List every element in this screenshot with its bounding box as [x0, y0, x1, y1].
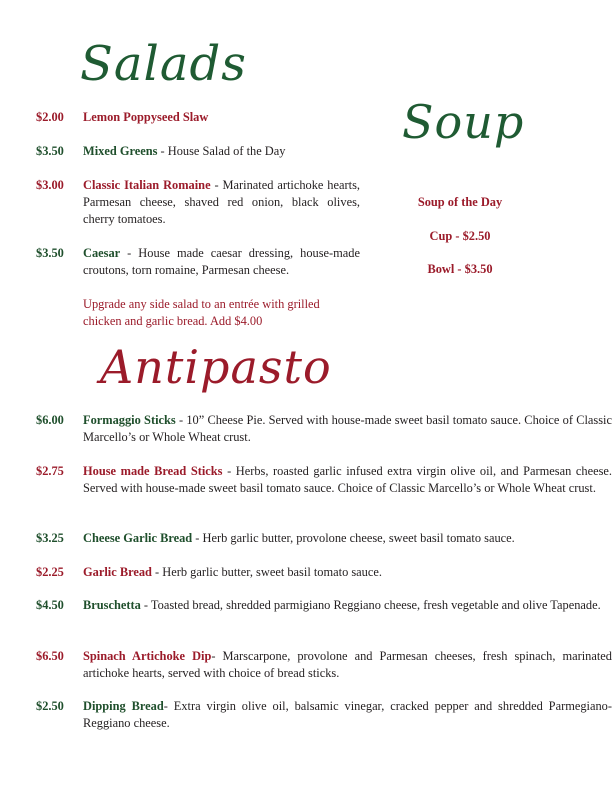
- item-price: $6.00: [36, 413, 64, 427]
- antipasto-heading: Antipasto: [100, 340, 332, 394]
- item-description: - Extra virgin olive oil, balsamic vinegar, cracked pepper and shredded Parmegiano-Reggiano cheese.: [83, 699, 612, 730]
- item-name: Cheese Garlic Bread: [83, 531, 193, 545]
- item-price: $4.50: [36, 598, 64, 612]
- item-description: - House Salad of the Day: [157, 144, 286, 158]
- item-name: Mixed Greens: [83, 144, 158, 158]
- item-price: $2.75: [36, 464, 64, 478]
- item-description: - Herb garlic butter, provolone cheese, sweet basil tomato sauce.: [192, 531, 515, 545]
- item-description: - Toasted bread, shredded parmigiano Reggiano cheese, fresh vegetable and olive Tapenade.: [140, 598, 601, 612]
- item-price: $3.25: [36, 531, 64, 545]
- item-description: - Herb garlic butter, sweet basil tomato sauce.: [151, 565, 382, 579]
- item-description: - Marscarpone, provolone and Parmesan cheeses, fresh spinach, marinated artichoke hearts, served with choice of bread sticks.: [83, 649, 612, 680]
- soup-bowl-price: Bowl - $3.50: [427, 262, 493, 276]
- item-name: House made Bread Sticks: [83, 464, 223, 478]
- soup-heading: Soup: [402, 95, 525, 149]
- salad-upgrade-note: Upgrade any side salad to an entrée with grilled chicken and garlic bread. Add $4.00: [83, 297, 320, 328]
- item-name: Bruschetta: [83, 598, 141, 612]
- item-name: Caesar: [83, 246, 121, 260]
- item-description: - Marinated artichoke hearts, Parmesan cheese, shaved red onion, black olives, cherry tomatoes.: [83, 178, 360, 226]
- item-price: $2.50: [36, 699, 64, 713]
- item-price: $6.50: [36, 649, 64, 663]
- item-price: $3.50: [36, 144, 64, 158]
- item-name: Lemon Poppyseed Slaw: [83, 110, 209, 124]
- item-description: - House made caesar dressing, house-made croutons, torn romaine, Parmesan cheese.: [83, 246, 360, 277]
- soup-of-the-day: Soup of the Day: [417, 195, 503, 209]
- item-price: $2.25: [36, 565, 64, 579]
- item-name: Classic Italian Romaine: [83, 178, 211, 192]
- item-description: - 10” Cheese Pie. Served with house-made sweet basil tomato sauce. Choice of Classic Marcello’s or Whole Wheat crust.: [83, 413, 612, 444]
- item-name: Formaggio Sticks: [83, 413, 176, 427]
- item-price: $3.00: [36, 178, 64, 192]
- item-price: $3.50: [36, 246, 64, 260]
- item-price: $2.00: [36, 110, 64, 124]
- item-name: Garlic Bread: [83, 565, 152, 579]
- salads-heading: Salads: [80, 36, 247, 92]
- item-name: Spinach Artichoke Dip: [83, 649, 212, 663]
- item-name: Dipping Bread: [83, 699, 164, 713]
- soup-cup-price: Cup - $2.50: [429, 229, 491, 243]
- item-description: - Herbs, roasted garlic infused extra virgin olive oil, and Parmesan cheese. Served with house-made sweet basil tomato sauce. Choice of Classic Marcello’s or Whole Wheat crust.: [83, 464, 612, 495]
